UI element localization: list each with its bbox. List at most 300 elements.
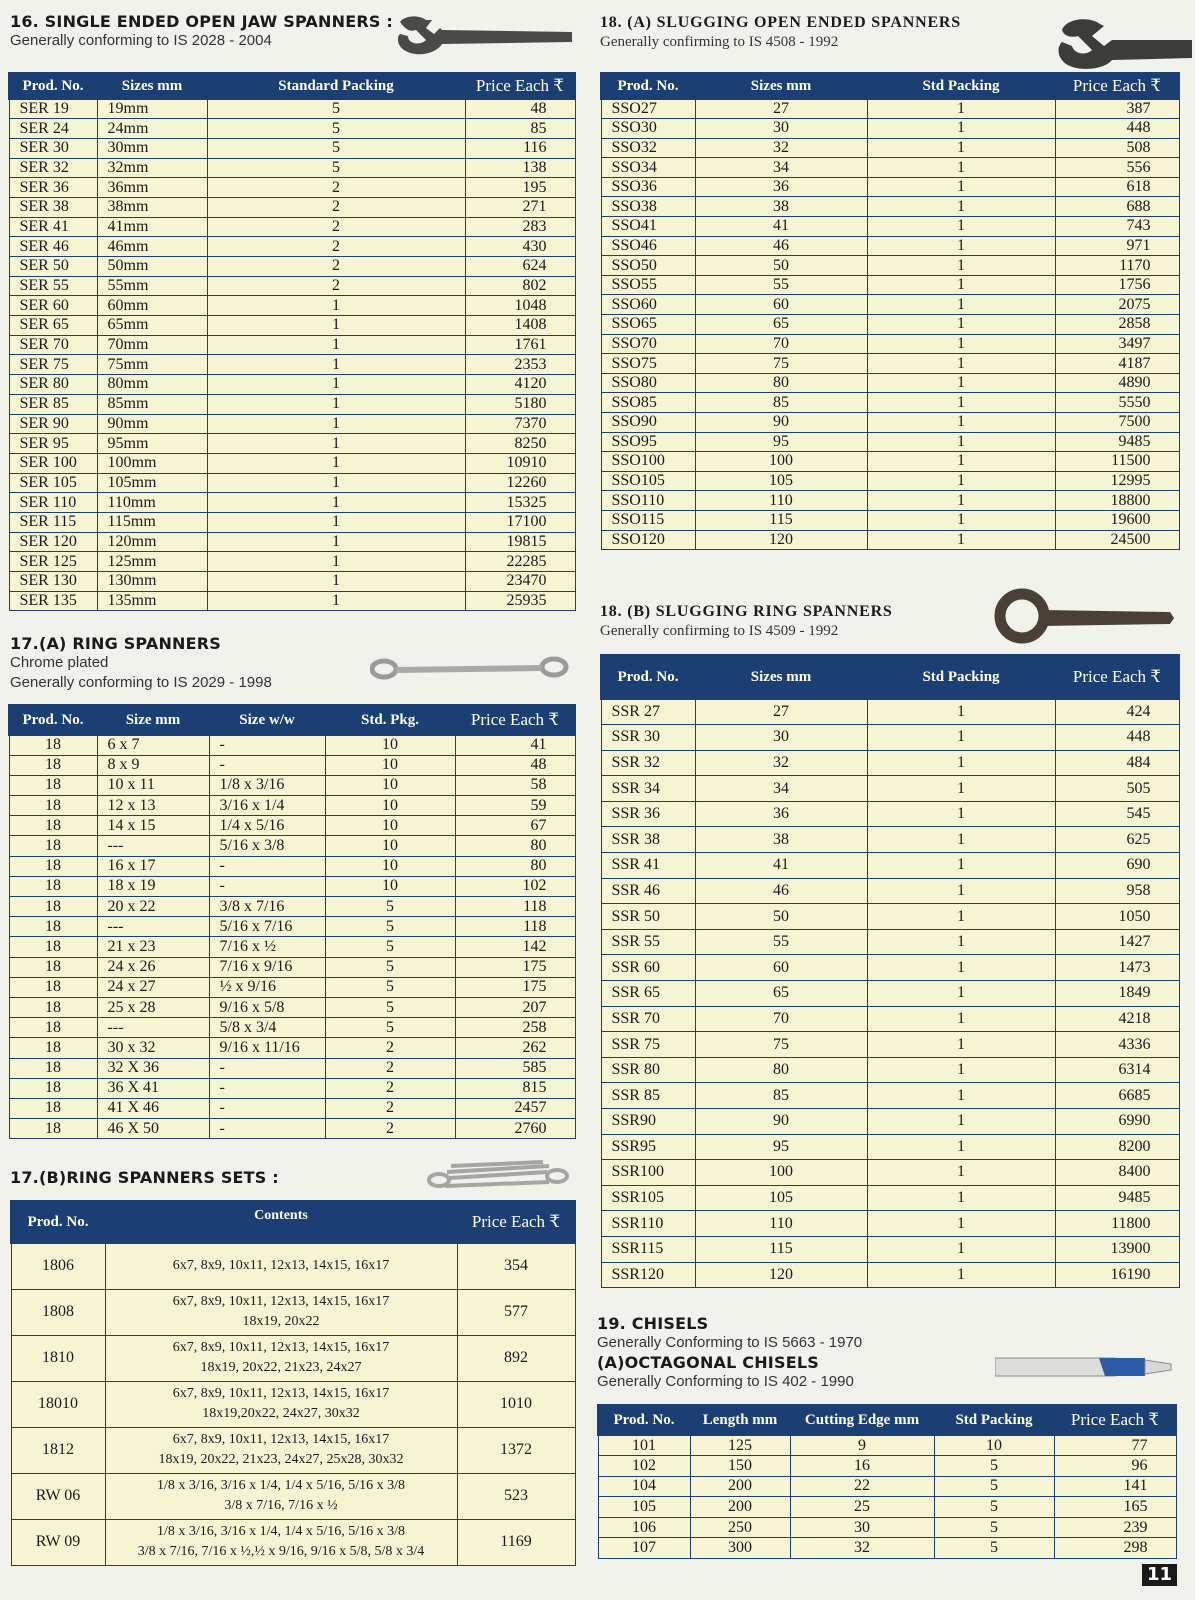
table-17a-cell: - xyxy=(209,856,325,876)
table-19-cell: 104 xyxy=(598,1476,690,1497)
table-19-cell: 106 xyxy=(598,1517,690,1538)
table-row xyxy=(601,197,1179,217)
table-18a-cell: 36 xyxy=(695,177,867,197)
table-18a-cell: 387 xyxy=(1055,99,1179,119)
table-18a-cell: 7500 xyxy=(1055,413,1179,433)
table-17a-cell: 10 xyxy=(325,836,455,856)
table-18a-cell: SSO38 xyxy=(601,197,695,217)
table-18b-header-1: Sizes mm xyxy=(695,655,867,699)
table-18b-cell: 484 xyxy=(1055,750,1179,776)
table-18b-cell: SSR 55 xyxy=(601,929,695,955)
table-row xyxy=(598,1476,1176,1497)
table-18b-cell: 545 xyxy=(1055,801,1179,827)
table-18a-cell: 971 xyxy=(1055,236,1179,256)
table-18a-cell: 1 xyxy=(867,236,1055,256)
table-18a-cell: SSO95 xyxy=(601,432,695,452)
table-18b-cell: 1 xyxy=(867,1083,1055,1109)
table-16-cell: SER 32 xyxy=(9,158,97,178)
table-18b xyxy=(600,654,1180,1288)
table-16-cell: 24mm xyxy=(97,119,207,139)
table-16-cell: 1 xyxy=(207,473,465,493)
table-17a-cell: 7/16 x ½ xyxy=(209,937,325,957)
table-16-cell: 1 xyxy=(207,552,465,572)
table-16-cell: SER 110 xyxy=(9,493,97,513)
table-17b-header-2: Price Each ₹ xyxy=(457,1201,575,1243)
table-16-cell: SER 30 xyxy=(9,138,97,158)
table-18a-cell: 18800 xyxy=(1055,491,1179,511)
table-19-cell: 101 xyxy=(598,1435,690,1456)
table-19-cell: 5 xyxy=(934,1497,1054,1518)
table-18b-cell: 8400 xyxy=(1055,1160,1179,1186)
table-row xyxy=(9,957,575,977)
table-18a-cell: 55 xyxy=(695,275,867,295)
table-17a-cell: 585 xyxy=(455,1058,575,1078)
table-row xyxy=(9,375,575,395)
table-17a-cell: 2 xyxy=(325,1078,455,1098)
table-16-cell: SER 95 xyxy=(9,434,97,454)
section-17a-subtitle-2: Generally conforming to IS 2029 - 1998 xyxy=(10,674,272,691)
table-17b-prod: 1808 xyxy=(11,1289,105,1335)
table-17b-price: 523 xyxy=(457,1473,575,1519)
table-row xyxy=(601,853,1179,879)
table-18b-cell: 27 xyxy=(695,699,867,725)
table-row xyxy=(601,510,1179,530)
ring-spanner-icon xyxy=(370,655,570,683)
table-18a-cell: SSO110 xyxy=(601,491,695,511)
table-18b-cell: 6990 xyxy=(1055,1109,1179,1135)
table-17a-cell: 12 x 13 xyxy=(97,796,209,816)
contents-line-1: 6x7, 8x9, 10x11, 12x13, 14x15, 16x17 xyxy=(172,1294,390,1310)
table-16-cell: 125mm xyxy=(97,552,207,572)
table-18a-cell: SSO65 xyxy=(601,315,695,335)
table-row xyxy=(601,1083,1179,1109)
table-18a-cell: 1 xyxy=(867,217,1055,237)
table-row xyxy=(601,256,1179,276)
table-18b-cell: SSR 60 xyxy=(601,955,695,981)
table-17a-cell: 102 xyxy=(455,876,575,896)
table-17a-cell: 175 xyxy=(455,957,575,977)
table-17a-cell: - xyxy=(209,755,325,775)
table-18b-cell: 41 xyxy=(695,853,867,879)
table-17a-cell: 10 xyxy=(325,735,455,755)
table-18b-cell: 1 xyxy=(867,1211,1055,1237)
table-18a-cell: SSO115 xyxy=(601,510,695,530)
table-17a-cell: 21 x 23 xyxy=(97,937,209,957)
table-16-cell: 70mm xyxy=(97,335,207,355)
table-18a-cell: 1 xyxy=(867,256,1055,276)
table-18a-cell: 34 xyxy=(695,158,867,178)
table-17b-price: 1372 xyxy=(457,1427,575,1473)
table-16-cell: SER 41 xyxy=(9,217,97,237)
table-17b-contents xyxy=(105,1473,457,1519)
table-16-cell: 5180 xyxy=(465,394,575,414)
table-17a-cell: 2 xyxy=(325,1058,455,1078)
table-18a-cell: 27 xyxy=(695,99,867,119)
table-19-header-3: Std Packing xyxy=(934,1405,1054,1435)
table-row xyxy=(601,491,1179,511)
table-18a-cell: SSO30 xyxy=(601,119,695,139)
table-18b-cell: SSR 32 xyxy=(601,750,695,776)
section-18b-title: 18. (B) SLUGGING RING SPANNERS xyxy=(600,603,893,620)
table-17a-cell: 3/16 x 1/4 xyxy=(209,796,325,816)
section-17a-title: 17.(A) RING SPANNERS xyxy=(10,634,222,653)
table-17b-contents xyxy=(105,1243,457,1289)
section-18a-header xyxy=(600,14,961,52)
table-18b-cell: 100 xyxy=(695,1160,867,1186)
table-16-header-2: Standard Packing xyxy=(207,73,465,99)
table-row xyxy=(9,138,575,158)
table-18b-cell: 1 xyxy=(867,878,1055,904)
table-16-cell: 5 xyxy=(207,99,465,119)
contents-line-1: 1/8 x 3/16, 3/16 x 1/4, 1/4 x 5/16, 5/16 x 3/8 xyxy=(156,1478,406,1494)
table-17a-cell: 9/16 x 5/8 xyxy=(209,997,325,1017)
table-18a-cell: SSO46 xyxy=(601,236,695,256)
page-number: 11 xyxy=(1142,1564,1177,1586)
table-row xyxy=(601,981,1179,1007)
table-row xyxy=(9,197,575,217)
table-19-cell: 5 xyxy=(934,1517,1054,1538)
table-16-cell: SER 85 xyxy=(9,394,97,414)
table-19-cell: 16 xyxy=(790,1456,934,1477)
table-17a-cell: 8 x 9 xyxy=(97,755,209,775)
table-17a xyxy=(8,704,576,1139)
table-17a-cell: 59 xyxy=(455,796,575,816)
table-18a-cell: 50 xyxy=(695,256,867,276)
table-18b-cell: SSR90 xyxy=(601,1109,695,1135)
section-18b-header xyxy=(600,603,893,641)
table-18b-cell: 9485 xyxy=(1055,1185,1179,1211)
table-row xyxy=(9,552,575,572)
table-18b-cell: 85 xyxy=(695,1083,867,1109)
table-16-cell: 85 xyxy=(465,119,575,139)
table-row xyxy=(9,119,575,139)
table-16-cell: SER 65 xyxy=(9,316,97,336)
table-row xyxy=(598,1497,1176,1518)
table-row xyxy=(9,836,575,856)
table-16 xyxy=(8,72,576,611)
table-18b-cell: 1473 xyxy=(1055,955,1179,981)
table-18b-cell: 1 xyxy=(867,1236,1055,1262)
table-18b-cell: SSR 65 xyxy=(601,981,695,1007)
table-row xyxy=(9,775,575,795)
table-17a-cell: 18 xyxy=(9,937,97,957)
section-16-title: 16. SINGLE ENDED OPEN JAW SPANNERS : xyxy=(10,12,393,31)
table-row xyxy=(601,236,1179,256)
table-17a-cell: 1/8 x 3/16 xyxy=(209,775,325,795)
table-17a-cell: 10 xyxy=(325,876,455,896)
table-19-cell: 5 xyxy=(934,1476,1054,1497)
table-row xyxy=(9,876,575,896)
table-16-cell: 2 xyxy=(207,178,465,198)
table-row xyxy=(9,316,575,336)
table-18a-cell: 1 xyxy=(867,177,1055,197)
table-18b-cell: 8200 xyxy=(1055,1134,1179,1160)
table-18b-cell: 65 xyxy=(695,981,867,1007)
table-17b-header-row xyxy=(11,1201,575,1243)
table-row xyxy=(9,937,575,957)
table-row xyxy=(601,1211,1179,1237)
table-17a-cell: 10 xyxy=(325,856,455,876)
table-16-cell: 10910 xyxy=(465,453,575,473)
table-16-cell: 105mm xyxy=(97,473,207,493)
table-17a-cell: 80 xyxy=(455,836,575,856)
table-row xyxy=(601,776,1179,802)
table-17a-cell: 14 x 15 xyxy=(97,816,209,836)
table-17a-cell: 18 x 19 xyxy=(97,876,209,896)
table-16-cell: SER 115 xyxy=(9,512,97,532)
table-18a-cell: 1 xyxy=(867,413,1055,433)
table-18b-cell: 6685 xyxy=(1055,1083,1179,1109)
table-row xyxy=(9,276,575,296)
table-19-cell: 298 xyxy=(1054,1538,1176,1559)
table-row xyxy=(601,1109,1179,1135)
table-18a-cell: 19600 xyxy=(1055,510,1179,530)
table-row xyxy=(9,414,575,434)
table-17b-prod: RW 06 xyxy=(11,1473,105,1519)
table-18b-cell: 1050 xyxy=(1055,904,1179,930)
table-17a-cell: 18 xyxy=(9,897,97,917)
table-17a-cell: 18 xyxy=(9,836,97,856)
table-18a-cell: 65 xyxy=(695,315,867,335)
table-18a-header-0: Prod. No. xyxy=(601,73,695,99)
table-17a-cell: 6 x 7 xyxy=(97,735,209,755)
table-18b-cell: SSR120 xyxy=(601,1262,695,1288)
table-row xyxy=(11,1243,575,1289)
table-17a-cell: - xyxy=(209,1078,325,1098)
table-19-cell: 30 xyxy=(790,1517,934,1538)
table-17a-cell: - xyxy=(209,1058,325,1078)
table-19-cell: 239 xyxy=(1054,1517,1176,1538)
table-18a-cell: 1 xyxy=(867,158,1055,178)
table-19-cell: 250 xyxy=(690,1517,790,1538)
table-row xyxy=(601,1057,1179,1083)
table-17a-cell: 18 xyxy=(9,1119,97,1139)
table-18a-cell: SSO55 xyxy=(601,275,695,295)
table-18b-cell: 1 xyxy=(867,750,1055,776)
table-17a-cell: ½ x 9/16 xyxy=(209,977,325,997)
table-18a-cell: 11500 xyxy=(1055,452,1179,472)
table-row xyxy=(601,295,1179,315)
table-16-cell: 75mm xyxy=(97,355,207,375)
table-18a-cell: 1 xyxy=(867,197,1055,217)
section-18a-title: 18. (A) SLUGGING OPEN ENDED SPANNERS xyxy=(600,14,961,31)
table-18b-cell: SSR 30 xyxy=(601,725,695,751)
table-16-cell: SER 70 xyxy=(9,335,97,355)
table-18b-header-0: Prod. No. xyxy=(601,655,695,699)
table-row xyxy=(601,432,1179,452)
table-19-header-1: Length mm xyxy=(690,1405,790,1435)
table-18a-cell: 1 xyxy=(867,275,1055,295)
table-18b-cell: 1 xyxy=(867,776,1055,802)
table-16-cell: 1 xyxy=(207,394,465,414)
table-17a-cell: 18 xyxy=(9,917,97,937)
table-17a-header-row xyxy=(9,705,575,735)
table-16-cell: 4120 xyxy=(465,375,575,395)
table-18b-cell: 16190 xyxy=(1055,1262,1179,1288)
table-row xyxy=(9,237,575,257)
contents-line-2: 18x19, 20x22, 21x23, 24x27 xyxy=(200,1360,362,1375)
table-18b-cell: 1427 xyxy=(1055,929,1179,955)
table-17a-cell: 18 xyxy=(9,1058,97,1078)
table-16-cell: SER 90 xyxy=(9,414,97,434)
table-17b-header-1: Contents xyxy=(105,1201,457,1243)
table-16-cell: SER 38 xyxy=(9,197,97,217)
table-18b-cell: 110 xyxy=(695,1211,867,1237)
table-18b-cell: 115 xyxy=(695,1236,867,1262)
table-row xyxy=(9,977,575,997)
table-18a-cell: 70 xyxy=(695,334,867,354)
table-16-cell: 36mm xyxy=(97,178,207,198)
table-17a-cell: 9/16 x 11/16 xyxy=(209,1038,325,1058)
table-16-cell: 5 xyxy=(207,119,465,139)
table-19-header-0: Prod. No. xyxy=(598,1405,690,1435)
table-18a-cell: SSO27 xyxy=(601,99,695,119)
table-16-cell: 50mm xyxy=(97,257,207,277)
table-18b-cell: 1 xyxy=(867,981,1055,1007)
table-row xyxy=(9,512,575,532)
table-18b-cell: SSR 46 xyxy=(601,878,695,904)
table-17b-price: 1169 xyxy=(457,1519,575,1565)
table-18a-cell: 1 xyxy=(867,119,1055,139)
table-17a-cell: 18 xyxy=(9,796,97,816)
table-17b-header-0: Prod. No. xyxy=(11,1201,105,1243)
table-16-cell: 22285 xyxy=(465,552,575,572)
table-19-cell: 96 xyxy=(1054,1456,1176,1477)
table-18b-cell: 4336 xyxy=(1055,1032,1179,1058)
table-17a-cell: 1/4 x 5/16 xyxy=(209,816,325,836)
table-16-cell: 15325 xyxy=(465,493,575,513)
table-18b-cell: 55 xyxy=(695,929,867,955)
table-18a-cell: SSO32 xyxy=(601,138,695,158)
table-18a-cell: SSO90 xyxy=(601,413,695,433)
table-row xyxy=(601,471,1179,491)
table-17a-cell: 18 xyxy=(9,1078,97,1098)
table-18b-cell: 625 xyxy=(1055,827,1179,853)
table-17a-cell: 41 X 46 xyxy=(97,1098,209,1118)
table-row xyxy=(601,530,1179,550)
table-18a-cell: 1 xyxy=(867,315,1055,335)
table-18b-cell: SSR 34 xyxy=(601,776,695,802)
table-17a-header-0: Prod. No. xyxy=(9,705,97,735)
table-row xyxy=(601,354,1179,374)
table-18b-cell: 1 xyxy=(867,801,1055,827)
table-18b-cell: 50 xyxy=(695,904,867,930)
table-16-cell: 7370 xyxy=(465,414,575,434)
table-18a-cell: SSO120 xyxy=(601,530,695,550)
table-16-cell: 12260 xyxy=(465,473,575,493)
table-17a-cell: 7/16 x 9/16 xyxy=(209,957,325,977)
section-19-header xyxy=(597,1314,862,1392)
table-row xyxy=(601,1134,1179,1160)
table-18b-cell: SSR115 xyxy=(601,1236,695,1262)
table-18b-header-3: Price Each ₹ xyxy=(1055,655,1179,699)
slugging-ring-spanner-icon xyxy=(994,588,1176,648)
table-18b-cell: 120 xyxy=(695,1262,867,1288)
table-18a-cell: 100 xyxy=(695,452,867,472)
table-16-cell: 38mm xyxy=(97,197,207,217)
table-18a-cell: 1 xyxy=(867,295,1055,315)
table-18a-header-1: Sizes mm xyxy=(695,73,867,99)
ring-spanner-set-icon xyxy=(425,1158,573,1194)
table-19-cell: 107 xyxy=(598,1538,690,1559)
table-18a-cell: 743 xyxy=(1055,217,1179,237)
table-19-cell: 102 xyxy=(598,1456,690,1477)
table-18a-cell: 1 xyxy=(867,354,1055,374)
table-16-cell: SER 100 xyxy=(9,453,97,473)
table-row xyxy=(9,335,575,355)
table-18b-cell: 1 xyxy=(867,1006,1055,1032)
table-18b-cell: 1849 xyxy=(1055,981,1179,1007)
table-19-cell: 5 xyxy=(934,1538,1054,1559)
table-row xyxy=(11,1335,575,1381)
table-row xyxy=(601,99,1179,119)
table-row xyxy=(598,1538,1176,1559)
table-16-cell: 100mm xyxy=(97,453,207,473)
table-row xyxy=(9,1098,575,1118)
table-row xyxy=(601,393,1179,413)
table-16-cell: SER 19 xyxy=(9,99,97,119)
table-18a-cell: 508 xyxy=(1055,138,1179,158)
table-18b-cell: 1 xyxy=(867,827,1055,853)
table-row xyxy=(9,434,575,454)
table-row xyxy=(9,178,575,198)
table-18b-cell: SSR 50 xyxy=(601,904,695,930)
table-16-cell: 95mm xyxy=(97,434,207,454)
table-row xyxy=(601,217,1179,237)
table-16-cell: SER 24 xyxy=(9,119,97,139)
table-row xyxy=(598,1517,1176,1538)
table-16-cell: 2 xyxy=(207,197,465,217)
table-18a-cell: SSO34 xyxy=(601,158,695,178)
table-18b-cell: SSR 27 xyxy=(601,699,695,725)
table-18b-cell: 1 xyxy=(867,1057,1055,1083)
table-17a-cell: 5/16 x 7/16 xyxy=(209,917,325,937)
table-16-cell: 1 xyxy=(207,591,465,611)
table-17a-cell: 18 xyxy=(9,816,97,836)
table-row xyxy=(9,355,575,375)
table-16-cell: 271 xyxy=(465,197,575,217)
table-18b-cell: 1 xyxy=(867,1032,1055,1058)
table-18a-header-3: Price Each ₹ xyxy=(1055,73,1179,99)
contents-line-2: 3/8 x 7/16, 7/16 x ½,½ x 9/16, 9/16 x 5/8, 5/8 x 3/4 xyxy=(137,1544,425,1559)
table-row xyxy=(11,1381,575,1427)
table-17a-cell: --- xyxy=(97,836,209,856)
table-16-cell: 1 xyxy=(207,434,465,454)
table-18b-cell: SSR95 xyxy=(601,1134,695,1160)
table-18a-cell: 85 xyxy=(695,393,867,413)
table-17a-cell: - xyxy=(209,876,325,896)
table-17a-cell: 5/8 x 3/4 xyxy=(209,1018,325,1038)
table-17a-cell: 207 xyxy=(455,997,575,1017)
table-16-cell: 25935 xyxy=(465,591,575,611)
table-19-header-2: Cutting Edge mm xyxy=(790,1405,934,1435)
table-row xyxy=(9,1058,575,1078)
table-row xyxy=(9,217,575,237)
contents-line-1: 1/8 x 3/16, 3/16 x 1/4, 1/4 x 5/16, 5/16 x 3/8 xyxy=(156,1524,406,1540)
table-17a-cell: - xyxy=(209,735,325,755)
table-row xyxy=(601,904,1179,930)
table-row xyxy=(9,473,575,493)
table-16-cell: 116 xyxy=(465,138,575,158)
table-16-cell: 60mm xyxy=(97,296,207,316)
table-17a-cell: 18 xyxy=(9,1018,97,1038)
table-17a-cell: 20 x 22 xyxy=(97,897,209,917)
table-18b-cell: 6314 xyxy=(1055,1057,1179,1083)
table-18b-cell: 1 xyxy=(867,929,1055,955)
table-18a-cell: SSO50 xyxy=(601,256,695,276)
table-18b-cell: 1 xyxy=(867,699,1055,725)
table-19-cell: 25 xyxy=(790,1497,934,1518)
